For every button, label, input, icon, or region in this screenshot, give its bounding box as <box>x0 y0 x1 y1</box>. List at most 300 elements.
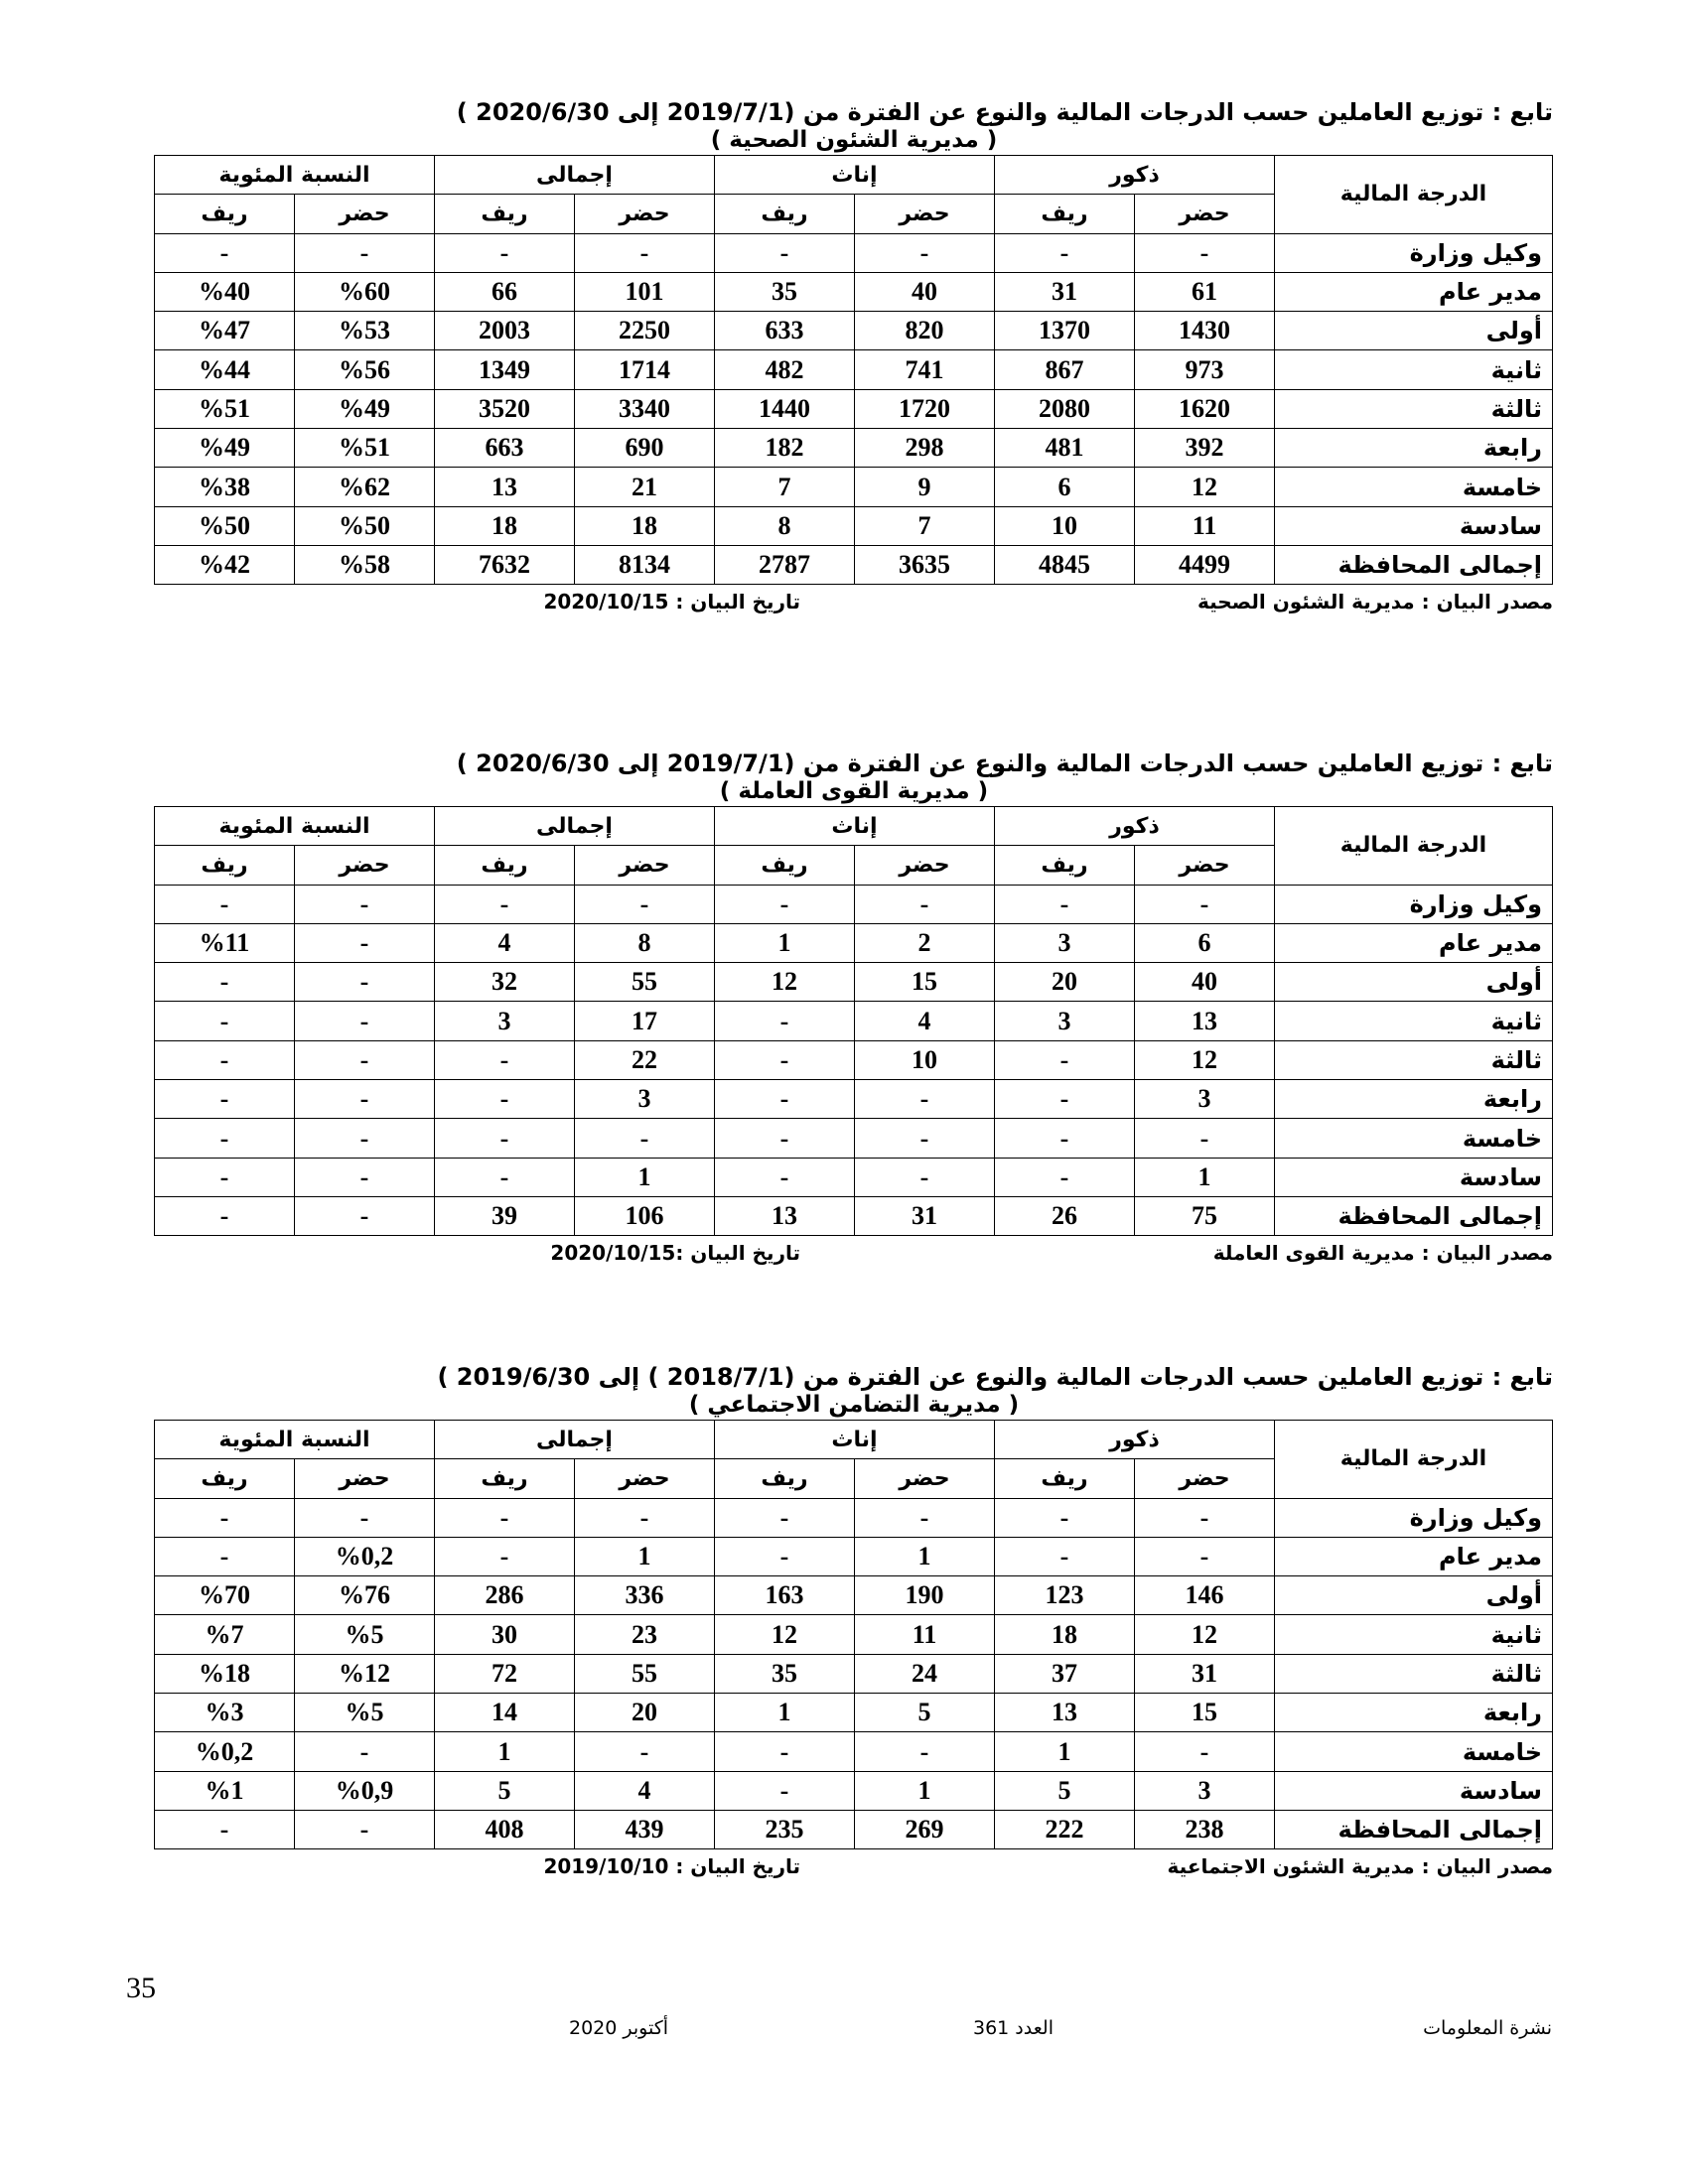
table-cell: %50 <box>294 506 434 545</box>
table-cell: 30 <box>434 1615 574 1654</box>
table-cell: 37 <box>994 1654 1134 1693</box>
header-rural: ريف <box>994 195 1134 233</box>
data-date: تاريخ البيان :2020/10/15 <box>550 1241 800 1266</box>
table-cell: - <box>854 1119 994 1158</box>
header-urban: حضر <box>1135 1459 1275 1498</box>
header-rural: ريف <box>154 1459 294 1498</box>
table-cell: - <box>294 1080 434 1119</box>
table-cell: - <box>294 1002 434 1040</box>
table-cell: 4845 <box>994 545 1134 584</box>
table-cell: 22 <box>574 1040 714 1079</box>
header-urban: حضر <box>1135 846 1275 885</box>
table-cell: 7 <box>714 468 854 506</box>
table-cell: 146 <box>1135 1576 1275 1615</box>
row-grade-label: مدير عام <box>1275 272 1553 311</box>
table-cell: 12 <box>1135 1040 1275 1079</box>
table-row <box>154 233 1552 272</box>
row-grade-label: أولى <box>1275 963 1553 1002</box>
header-grade: الدرجة المالية <box>1275 156 1553 234</box>
table-cell: 75 <box>1135 1196 1275 1235</box>
table-cell: 286 <box>434 1576 574 1615</box>
table-cell: 72 <box>434 1654 574 1693</box>
table-cell: - <box>994 1040 1134 1079</box>
table-cell: %76 <box>294 1576 434 1615</box>
table-cell: 2787 <box>714 545 854 584</box>
table-cell: 392 <box>1135 429 1275 468</box>
footer-month: أكتوبر 2020 <box>569 2017 669 2039</box>
table-row <box>154 885 1552 923</box>
table-cell: 336 <box>574 1576 714 1615</box>
table-cell: 3 <box>1135 1080 1275 1119</box>
header-urban: حضر <box>294 846 434 885</box>
table-cell: 123 <box>994 1576 1134 1615</box>
table-cell: 482 <box>714 350 854 389</box>
table-cell: 3520 <box>434 389 574 428</box>
table-cell: 190 <box>854 1576 994 1615</box>
table-cell: %18 <box>154 1654 294 1693</box>
table-cell: 2003 <box>434 312 574 350</box>
table-cell: %56 <box>294 350 434 389</box>
table-cell: - <box>574 233 714 272</box>
table-cell: - <box>574 1732 714 1771</box>
table-cell: 24 <box>854 1654 994 1693</box>
table-cell: %5 <box>294 1615 434 1654</box>
row-grade-label: وكيل وزارة <box>1275 885 1553 923</box>
table-row <box>154 1771 1552 1810</box>
table-cell: 690 <box>574 429 714 468</box>
table-cell: 3 <box>994 1002 1134 1040</box>
table-cell: - <box>434 1080 574 1119</box>
table-cell: 18 <box>994 1615 1134 1654</box>
table-cell: 15 <box>854 963 994 1002</box>
table-cell: 66 <box>434 272 574 311</box>
table-cell: 40 <box>1135 963 1275 1002</box>
table-cell: 14 <box>434 1694 574 1732</box>
table-cell: 2 <box>854 923 994 962</box>
table-cell: %0,9 <box>294 1771 434 1810</box>
table-cell: - <box>994 1080 1134 1119</box>
table-cell: %12 <box>294 1654 434 1693</box>
table-cell: - <box>994 1537 1134 1575</box>
table-cell: - <box>294 1196 434 1235</box>
table-cell: 7 <box>854 506 994 545</box>
row-grade-label: أولى <box>1275 1576 1553 1615</box>
table-row <box>154 350 1552 389</box>
header-grade: الدرجة المالية <box>1275 807 1553 886</box>
header-rural: ريف <box>154 846 294 885</box>
table-cell: 3 <box>434 1002 574 1040</box>
row-grade-label: سادسة <box>1275 506 1553 545</box>
table-row <box>154 1810 1552 1848</box>
table-cell: 26 <box>994 1196 1134 1235</box>
table-cell: - <box>1135 1537 1275 1575</box>
header-male: ذكور <box>994 1421 1274 1459</box>
data-source: مصدر البيان : مديرية القوى العاملة <box>1212 1241 1553 1266</box>
table-cell: - <box>294 885 434 923</box>
header-grade: الدرجة المالية <box>1275 1421 1553 1499</box>
table-cell: 55 <box>574 1654 714 1693</box>
header-female: إناث <box>714 1421 994 1459</box>
table-cell: - <box>434 1040 574 1079</box>
table-cell: - <box>434 1158 574 1196</box>
header-percent: النسبة المئوية <box>154 1421 434 1459</box>
table-cell: %58 <box>294 545 434 584</box>
row-grade-label: ثانية <box>1275 1615 1553 1654</box>
table-cell: 4 <box>434 923 574 962</box>
table-cell: - <box>434 233 574 272</box>
table-cell: - <box>154 1080 294 1119</box>
table-cell: - <box>434 1537 574 1575</box>
header-percent: النسبة المئوية <box>154 156 434 195</box>
header-male: ذكور <box>994 156 1274 195</box>
table-cell: 1 <box>434 1732 574 1771</box>
row-grade-label: خامسة <box>1275 468 1553 506</box>
table-cell: 31 <box>854 1196 994 1235</box>
row-grade-label: رابعة <box>1275 429 1553 468</box>
table-row <box>154 963 1552 1002</box>
data-date: تاريخ البيان : 2020/10/15 <box>543 590 800 614</box>
table-cell: - <box>434 1498 574 1537</box>
table-cell: 5 <box>434 1771 574 1810</box>
header-rural: ريف <box>434 195 574 233</box>
row-grade-label: ثالثة <box>1275 389 1553 428</box>
table-cell: - <box>154 1196 294 1235</box>
table-subtitle: ( مديرية التضامن الاجتماعي ) <box>688 1392 1020 1418</box>
header-male: ذكور <box>994 807 1274 846</box>
table-cell: - <box>154 1158 294 1196</box>
table-cell: - <box>714 1080 854 1119</box>
table-row <box>154 1158 1552 1196</box>
table-cell: - <box>154 1537 294 1575</box>
table-cell: 1 <box>574 1537 714 1575</box>
table-cell: 269 <box>854 1810 994 1848</box>
row-grade-label: مدير عام <box>1275 923 1553 962</box>
table-cell: 13 <box>994 1694 1134 1732</box>
table-row <box>154 1732 1552 1771</box>
table-cell: 35 <box>714 272 854 311</box>
table-cell: 31 <box>994 272 1134 311</box>
table-cell: %0,2 <box>154 1732 294 1771</box>
row-grade-label: وكيل وزارة <box>1275 1498 1553 1537</box>
table-cell: 12 <box>714 963 854 1002</box>
table-cell: - <box>294 963 434 1002</box>
table-cell: 1440 <box>714 389 854 428</box>
table-cell: 481 <box>994 429 1134 468</box>
table-cell: 235 <box>714 1810 854 1848</box>
table-cell: 4499 <box>1135 545 1275 584</box>
table-cell: 21 <box>574 468 714 506</box>
table-cell: 11 <box>1135 506 1275 545</box>
table-cell: - <box>1135 233 1275 272</box>
table-cell: 5 <box>994 1771 1134 1810</box>
table-cell: 3 <box>574 1080 714 1119</box>
table-cell: - <box>434 885 574 923</box>
table-cell: %44 <box>154 350 294 389</box>
table-row <box>154 389 1552 428</box>
table-cell: 12 <box>714 1615 854 1654</box>
table-cell: 20 <box>574 1694 714 1732</box>
header-urban: حضر <box>1135 195 1275 233</box>
table-cell: - <box>714 885 854 923</box>
page-number: 35 <box>126 1972 156 2004</box>
row-grade-label: ثالثة <box>1275 1040 1553 1079</box>
table-cell: - <box>714 233 854 272</box>
table-cell: 4 <box>854 1002 994 1040</box>
data-table <box>154 155 1553 585</box>
table-cell: 182 <box>714 429 854 468</box>
table-cell: 35 <box>714 1654 854 1693</box>
table-cell: %49 <box>154 429 294 468</box>
table-cell: - <box>154 233 294 272</box>
table-title: تابع : توزيع العاملين حسب الدرجات المالية والنوع عن الفترة من (2019/7/1 إلى 2020/6/30 ) <box>456 750 1553 777</box>
table-title: تابع : توزيع العاملين حسب الدرجات المالية والنوع عن الفترة من (2019/7/1 إلى 2020/6/30 ) <box>456 98 1553 126</box>
table-cell: 101 <box>574 272 714 311</box>
table-cell: - <box>994 1119 1134 1158</box>
table-cell: %53 <box>294 312 434 350</box>
data-date: تاريخ البيان : 2019/10/10 <box>543 1854 800 1879</box>
table-cell: 1 <box>574 1158 714 1196</box>
header-urban: حضر <box>854 846 994 885</box>
table-cell: - <box>714 1119 854 1158</box>
table-cell: 1349 <box>434 350 574 389</box>
data-table <box>154 1420 1553 1849</box>
row-grade-label: إجمالى المحافظة <box>1275 1810 1553 1848</box>
table-cell: - <box>294 1040 434 1079</box>
table-cell: %40 <box>154 272 294 311</box>
header-rural: ريف <box>994 1459 1134 1498</box>
table-cell: - <box>154 1810 294 1848</box>
table-row <box>154 506 1552 545</box>
table-cell: - <box>854 233 994 272</box>
table-cell: - <box>294 1498 434 1537</box>
table-cell: 633 <box>714 312 854 350</box>
table-cell: 973 <box>1135 350 1275 389</box>
header-rural: ريف <box>714 846 854 885</box>
table-cell: 1 <box>714 923 854 962</box>
table-cell: 39 <box>434 1196 574 1235</box>
table-cell: - <box>714 1771 854 1810</box>
table-cell: 3 <box>994 923 1134 962</box>
header-female: إناث <box>714 807 994 846</box>
table-cell: 31 <box>1135 1654 1275 1693</box>
table-cell: 17 <box>574 1002 714 1040</box>
table-cell: - <box>854 1732 994 1771</box>
table-cell: - <box>574 885 714 923</box>
table-cell: 6 <box>994 468 1134 506</box>
table-cell: - <box>154 1040 294 1079</box>
table-cell: - <box>714 1732 854 1771</box>
table-row <box>154 1615 1552 1654</box>
table-cell: 8134 <box>574 545 714 584</box>
table-cell: 8 <box>714 506 854 545</box>
table-cell: - <box>994 1498 1134 1537</box>
table-cell: 40 <box>854 272 994 311</box>
table-row <box>154 545 1552 584</box>
table-cell: - <box>1135 1498 1275 1537</box>
header-female: إناث <box>714 156 994 195</box>
table-cell: 3 <box>1135 1771 1275 1810</box>
row-grade-label: خامسة <box>1275 1732 1553 1771</box>
row-grade-label: ثانية <box>1275 350 1553 389</box>
table-cell: 1 <box>1135 1158 1275 1196</box>
table-cell: - <box>1135 1119 1275 1158</box>
table-cell: - <box>154 963 294 1002</box>
table-cell: 10 <box>994 506 1134 545</box>
table-cell: 20 <box>994 963 1134 1002</box>
table-cell: 32 <box>434 963 574 1002</box>
table-row <box>154 468 1552 506</box>
table-cell: %49 <box>294 389 434 428</box>
table-row <box>154 923 1552 962</box>
header-urban: حضر <box>574 846 714 885</box>
table-cell: 18 <box>434 506 574 545</box>
table-cell: 55 <box>574 963 714 1002</box>
table-cell: 9 <box>854 468 994 506</box>
table-cell: %50 <box>154 506 294 545</box>
table-cell: - <box>714 1040 854 1079</box>
row-grade-label: رابعة <box>1275 1080 1553 1119</box>
table-row <box>154 1119 1552 1158</box>
table-cell: 1 <box>714 1694 854 1732</box>
table-cell: 3635 <box>854 545 994 584</box>
table-cell: 106 <box>574 1196 714 1235</box>
table-cell: 867 <box>994 350 1134 389</box>
table-row <box>154 1040 1552 1079</box>
header-rural: ريف <box>434 846 574 885</box>
table-row <box>154 1002 1552 1040</box>
table-cell: 6 <box>1135 923 1275 962</box>
table-cell: %11 <box>154 923 294 962</box>
table-cell: 15 <box>1135 1694 1275 1732</box>
row-grade-label: رابعة <box>1275 1694 1553 1732</box>
table-subtitle: ( مديرية الشئون الصحية ) <box>710 127 998 153</box>
table-cell: 12 <box>1135 468 1275 506</box>
table-cell: - <box>1135 1732 1275 1771</box>
table-cell: - <box>854 885 994 923</box>
table-cell: 2250 <box>574 312 714 350</box>
table-cell: - <box>714 1537 854 1575</box>
header-rural: ريف <box>154 195 294 233</box>
table-cell: %51 <box>154 389 294 428</box>
table-cell: - <box>994 233 1134 272</box>
table-row <box>154 1654 1552 1693</box>
table-cell: - <box>294 233 434 272</box>
table-cell: %5 <box>294 1694 434 1732</box>
table-row <box>154 1576 1552 1615</box>
table-cell: - <box>854 1498 994 1537</box>
table-cell: %0,2 <box>294 1537 434 1575</box>
table-cell: 7632 <box>434 545 574 584</box>
data-source: مصدر البيان : مديرية الشئون الاجتماعية <box>1167 1854 1553 1879</box>
table-cell: - <box>154 1002 294 1040</box>
table-cell: 1 <box>854 1537 994 1575</box>
header-total: إجمالى <box>434 807 714 846</box>
row-grade-label: أولى <box>1275 312 1553 350</box>
table-cell: - <box>154 1498 294 1537</box>
header-total: إجمالى <box>434 1421 714 1459</box>
table-cell: %47 <box>154 312 294 350</box>
table-cell: 10 <box>854 1040 994 1079</box>
table-cell: - <box>994 1158 1134 1196</box>
table-cell: %7 <box>154 1615 294 1654</box>
table-cell: - <box>574 1498 714 1537</box>
table-cell: - <box>714 1158 854 1196</box>
table-row <box>154 272 1552 311</box>
table-row <box>154 1694 1552 1732</box>
row-grade-label: ثالثة <box>1275 1654 1553 1693</box>
table-cell: 298 <box>854 429 994 468</box>
table-cell: %60 <box>294 272 434 311</box>
table-cell: %70 <box>154 1576 294 1615</box>
row-grade-label: ثانية <box>1275 1002 1553 1040</box>
table-subtitle: ( مديرية القوى العاملة ) <box>719 778 989 804</box>
table-cell: 1720 <box>854 389 994 428</box>
header-urban: حضر <box>294 1459 434 1498</box>
header-rural: ريف <box>714 1459 854 1498</box>
row-grade-label: إجمالى المحافظة <box>1275 1196 1553 1235</box>
row-grade-label: وكيل وزارة <box>1275 233 1553 272</box>
footer-publication: نشرة المعلومات <box>1423 2017 1552 2039</box>
table-cell: 13 <box>1135 1002 1275 1040</box>
table-cell: 1714 <box>574 350 714 389</box>
header-rural: ريف <box>994 846 1134 885</box>
table-cell: 1 <box>994 1732 1134 1771</box>
header-urban: حضر <box>294 195 434 233</box>
data-table <box>154 806 1553 1236</box>
table-cell: %42 <box>154 545 294 584</box>
table-cell: 1620 <box>1135 389 1275 428</box>
footer-issue: العدد 361 <box>973 2017 1054 2039</box>
table-cell: - <box>294 1119 434 1158</box>
table-cell: 23 <box>574 1615 714 1654</box>
table-cell: 61 <box>1135 272 1275 311</box>
row-grade-label: إجمالى المحافظة <box>1275 545 1553 584</box>
table-cell: 8 <box>574 923 714 962</box>
table-row <box>154 1498 1552 1537</box>
header-urban: حضر <box>574 195 714 233</box>
table-cell: - <box>154 1119 294 1158</box>
table-cell: 820 <box>854 312 994 350</box>
table-row <box>154 1537 1552 1575</box>
table-cell: %51 <box>294 429 434 468</box>
table-cell: 2080 <box>994 389 1134 428</box>
table-cell: 408 <box>434 1810 574 1848</box>
row-grade-label: سادسة <box>1275 1771 1553 1810</box>
header-rural: ريف <box>434 1459 574 1498</box>
table-cell: - <box>154 885 294 923</box>
table-cell: %1 <box>154 1771 294 1810</box>
table-cell: - <box>1135 885 1275 923</box>
table-cell: 238 <box>1135 1810 1275 1848</box>
header-percent: النسبة المئوية <box>154 807 434 846</box>
table-title: تابع : توزيع العاملين حسب الدرجات المالية والنوع عن الفترة من (2018/7/1 ) إلى 2019/6/30 ) <box>437 1363 1553 1391</box>
table-cell: 4 <box>574 1771 714 1810</box>
table-cell: - <box>434 1119 574 1158</box>
table-cell: 222 <box>994 1810 1134 1848</box>
table-cell: - <box>294 1810 434 1848</box>
table-cell: 1 <box>854 1771 994 1810</box>
row-grade-label: خامسة <box>1275 1119 1553 1158</box>
header-urban: حضر <box>854 195 994 233</box>
header-total: إجمالى <box>434 156 714 195</box>
table-cell: 18 <box>574 506 714 545</box>
table-cell: - <box>714 1002 854 1040</box>
table-row <box>154 1196 1552 1235</box>
table-cell: - <box>854 1158 994 1196</box>
table-cell: - <box>294 1158 434 1196</box>
table-cell: 439 <box>574 1810 714 1848</box>
table-cell: 12 <box>1135 1615 1275 1654</box>
